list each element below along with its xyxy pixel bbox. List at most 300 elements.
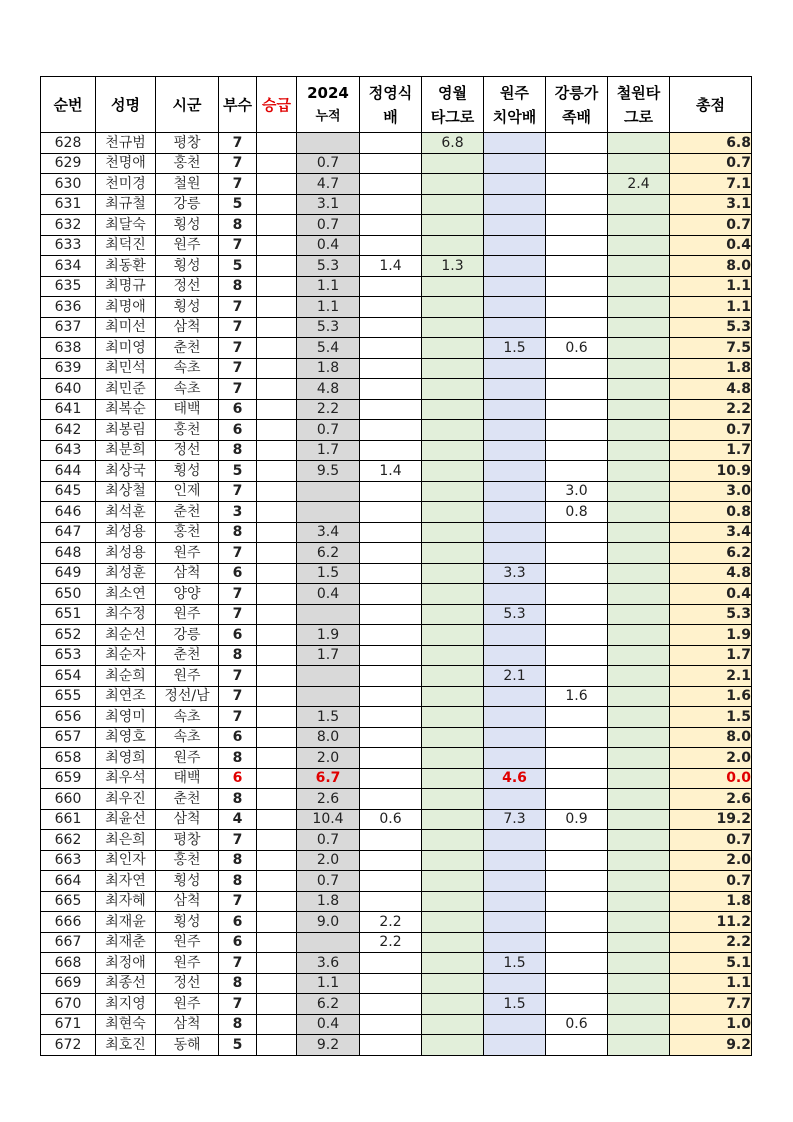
cell-no: 630 <box>41 174 96 195</box>
cell-gn <box>546 953 608 974</box>
header-label: 강릉가 <box>554 83 599 102</box>
cell-wj <box>484 543 546 564</box>
cell-jys <box>360 748 422 769</box>
cell-no: 667 <box>41 932 96 953</box>
cell-gn: 1.6 <box>546 686 608 707</box>
cell-no: 631 <box>41 194 96 215</box>
cell-cum2024: 3.4 <box>297 522 360 543</box>
cell-gn <box>546 256 608 277</box>
header-label: 정영식 <box>368 83 413 102</box>
cell-yw <box>422 932 484 953</box>
cell-promo <box>257 420 297 441</box>
cell-cw <box>608 584 670 605</box>
cell-no: 633 <box>41 235 96 256</box>
cell-total: 0.7 <box>670 153 752 174</box>
cell-total: 0.7 <box>670 871 752 892</box>
cell-gn <box>546 297 608 318</box>
cell-name: 최우진 <box>96 789 156 810</box>
cell-gn: 0.9 <box>546 809 608 830</box>
cell-yw <box>422 194 484 215</box>
cell-total: 3.1 <box>670 194 752 215</box>
cell-promo <box>257 174 297 195</box>
cell-jys <box>360 563 422 584</box>
cell-bu: 4 <box>219 809 257 830</box>
header-cum2024 <box>297 77 360 133</box>
cell-cum2024: 1.1 <box>297 297 360 318</box>
cell-total: 6.8 <box>670 133 752 154</box>
cell-bu: 5 <box>219 256 257 277</box>
cell-gn <box>546 830 608 851</box>
cell-total: 2.0 <box>670 748 752 769</box>
cell-yw <box>422 768 484 789</box>
cell-cum2024 <box>297 686 360 707</box>
header-wj <box>484 77 546 133</box>
cell-yw <box>422 420 484 441</box>
cell-cum2024: 0.4 <box>297 584 360 605</box>
cell-cum2024: 4.7 <box>297 174 360 195</box>
cell-cum2024: 2.0 <box>297 850 360 871</box>
cell-promo <box>257 994 297 1015</box>
cell-cum2024: 6.2 <box>297 543 360 564</box>
cell-wj <box>484 625 546 646</box>
cell-city: 철원 <box>156 174 219 195</box>
cell-bu: 7 <box>219 174 257 195</box>
cell-city: 원주 <box>156 748 219 769</box>
cell-gn <box>546 543 608 564</box>
cell-promo <box>257 522 297 543</box>
cell-no: 643 <box>41 440 96 461</box>
cell-no: 664 <box>41 871 96 892</box>
cell-name: 최상국 <box>96 461 156 482</box>
cell-name: 최복순 <box>96 399 156 420</box>
header-label: 승급 <box>262 95 291 114</box>
cell-bu: 7 <box>219 891 257 912</box>
cell-jys <box>360 379 422 400</box>
cell-yw <box>422 973 484 994</box>
cell-no: 642 <box>41 420 96 441</box>
cell-name: 최달숙 <box>96 215 156 236</box>
cell-bu: 7 <box>219 379 257 400</box>
cell-name: 최종선 <box>96 973 156 994</box>
cell-wj <box>484 133 546 154</box>
cell-cw <box>608 871 670 892</box>
cell-city: 인제 <box>156 481 219 502</box>
cell-cum2024: 0.7 <box>297 871 360 892</box>
cell-promo <box>257 133 297 154</box>
cell-promo <box>257 317 297 338</box>
cell-cum2024: 0.4 <box>297 1014 360 1035</box>
cell-no: 661 <box>41 809 96 830</box>
cell-jys <box>360 174 422 195</box>
cell-city: 정선 <box>156 973 219 994</box>
cell-city: 속초 <box>156 727 219 748</box>
cell-gn <box>546 215 608 236</box>
cell-total: 3.0 <box>670 481 752 502</box>
cell-total: 2.6 <box>670 789 752 810</box>
cell-name: 최분희 <box>96 440 156 461</box>
cell-total: 2.2 <box>670 399 752 420</box>
cell-total: 5.3 <box>670 604 752 625</box>
table-row <box>41 317 752 338</box>
table-row <box>41 256 752 277</box>
cell-name: 최은희 <box>96 830 156 851</box>
cell-gn <box>546 174 608 195</box>
cell-promo <box>257 666 297 687</box>
cell-bu: 7 <box>219 686 257 707</box>
cell-wj <box>484 1014 546 1035</box>
cell-wj <box>484 153 546 174</box>
table-row <box>41 440 752 461</box>
cell-bu: 8 <box>219 276 257 297</box>
cell-name: 최윤선 <box>96 809 156 830</box>
cell-total: 11.2 <box>670 912 752 933</box>
header-label: 철원타 <box>616 83 661 102</box>
cell-total: 5.3 <box>670 317 752 338</box>
cell-cum2024: 1.5 <box>297 563 360 584</box>
cell-gn <box>546 932 608 953</box>
cell-cw <box>608 994 670 1015</box>
cell-jys <box>360 604 422 625</box>
cell-promo <box>257 707 297 728</box>
cell-jys <box>360 502 422 523</box>
cell-bu: 6 <box>219 727 257 748</box>
cell-cum2024: 9.5 <box>297 461 360 482</box>
cell-cum2024: 0.7 <box>297 830 360 851</box>
cell-wj: 5.3 <box>484 604 546 625</box>
header-label: 시군 <box>172 95 202 114</box>
cell-bu: 8 <box>219 215 257 236</box>
cell-gn <box>546 850 608 871</box>
cell-name: 최동환 <box>96 256 156 277</box>
cell-total: 1.7 <box>670 440 752 461</box>
cell-no: 671 <box>41 1014 96 1035</box>
cell-total: 6.2 <box>670 543 752 564</box>
cell-yw <box>422 584 484 605</box>
cell-gn <box>546 276 608 297</box>
cell-wj <box>484 871 546 892</box>
cell-city: 평창 <box>156 133 219 154</box>
cell-city: 춘천 <box>156 645 219 666</box>
cell-cum2024 <box>297 133 360 154</box>
cell-cum2024: 2.2 <box>297 399 360 420</box>
header-total <box>670 77 752 133</box>
cell-gn <box>546 399 608 420</box>
cell-city: 삼척 <box>156 1014 219 1035</box>
table-row <box>41 399 752 420</box>
cell-bu: 6 <box>219 563 257 584</box>
cell-cw <box>608 133 670 154</box>
cell-total: 0.4 <box>670 584 752 605</box>
cell-cum2024: 0.7 <box>297 153 360 174</box>
cell-yw <box>422 379 484 400</box>
cell-bu: 7 <box>219 604 257 625</box>
cell-jys <box>360 994 422 1015</box>
cell-city: 정선 <box>156 440 219 461</box>
cell-name: 천명애 <box>96 153 156 174</box>
cell-city: 횡성 <box>156 215 219 236</box>
cell-city: 원주 <box>156 994 219 1015</box>
cell-yw <box>422 297 484 318</box>
cell-cw <box>608 850 670 871</box>
cell-cw <box>608 338 670 359</box>
cell-wj <box>484 502 546 523</box>
cell-cum2024: 0.7 <box>297 215 360 236</box>
cell-cum2024: 2.6 <box>297 789 360 810</box>
cell-total: 1.6 <box>670 686 752 707</box>
cell-no: 658 <box>41 748 96 769</box>
cell-wj <box>484 789 546 810</box>
cell-promo <box>257 871 297 892</box>
cell-gn <box>546 522 608 543</box>
cell-jys <box>360 707 422 728</box>
cell-no: 648 <box>41 543 96 564</box>
cell-name: 최자혜 <box>96 891 156 912</box>
cell-city: 춘천 <box>156 502 219 523</box>
cell-promo <box>257 584 297 605</box>
cell-bu: 7 <box>219 133 257 154</box>
cell-cum2024: 3.1 <box>297 194 360 215</box>
cell-bu: 8 <box>219 871 257 892</box>
cell-yw <box>422 789 484 810</box>
cell-name: 최재윤 <box>96 912 156 933</box>
cell-total: 9.2 <box>670 1035 752 1056</box>
cell-city: 태백 <box>156 768 219 789</box>
cell-bu: 7 <box>219 317 257 338</box>
cell-cw <box>608 932 670 953</box>
cell-jys <box>360 645 422 666</box>
cell-cw <box>608 748 670 769</box>
cell-city: 삼척 <box>156 891 219 912</box>
cell-cum2024: 0.7 <box>297 420 360 441</box>
cell-cw <box>608 502 670 523</box>
cell-gn <box>546 563 608 584</box>
cell-cum2024 <box>297 932 360 953</box>
table-row <box>41 625 752 646</box>
cell-cw <box>608 256 670 277</box>
cell-gn <box>546 789 608 810</box>
cell-wj <box>484 297 546 318</box>
cell-no: 634 <box>41 256 96 277</box>
cell-name: 최인자 <box>96 850 156 871</box>
cell-total: 4.8 <box>670 379 752 400</box>
header-label: 족배 <box>562 107 591 126</box>
cell-city: 원주 <box>156 666 219 687</box>
cell-cum2024: 3.6 <box>297 953 360 974</box>
cell-no: 628 <box>41 133 96 154</box>
cell-promo <box>257 891 297 912</box>
cell-name: 최민준 <box>96 379 156 400</box>
cell-gn: 0.6 <box>546 1014 608 1035</box>
cell-name: 최상철 <box>96 481 156 502</box>
cell-bu: 8 <box>219 973 257 994</box>
cell-city: 삼척 <box>156 809 219 830</box>
cell-wj <box>484 215 546 236</box>
cell-name: 천미경 <box>96 174 156 195</box>
cell-no: 637 <box>41 317 96 338</box>
cell-gn <box>546 666 608 687</box>
cell-city: 삼척 <box>156 563 219 584</box>
cell-bu: 7 <box>219 297 257 318</box>
cell-yw <box>422 891 484 912</box>
table-row <box>41 1014 752 1035</box>
cell-cum2024: 1.1 <box>297 276 360 297</box>
cell-name: 최성훈 <box>96 563 156 584</box>
cell-bu: 7 <box>219 153 257 174</box>
cell-city: 횡성 <box>156 912 219 933</box>
cell-no: 668 <box>41 953 96 974</box>
cell-wj <box>484 645 546 666</box>
cell-promo <box>257 194 297 215</box>
cell-city: 횡성 <box>156 461 219 482</box>
cell-total: 0.4 <box>670 235 752 256</box>
cell-city: 홍천 <box>156 153 219 174</box>
cell-wj <box>484 317 546 338</box>
header-label: 타그로 <box>430 107 475 126</box>
cell-no: 638 <box>41 338 96 359</box>
cell-gn <box>546 153 608 174</box>
cell-name: 최연조 <box>96 686 156 707</box>
cell-yw <box>422 604 484 625</box>
cell-name: 최미선 <box>96 317 156 338</box>
cell-yw <box>422 358 484 379</box>
cell-name: 최성용 <box>96 543 156 564</box>
cell-total: 1.9 <box>670 625 752 646</box>
cell-yw <box>422 809 484 830</box>
cell-no: 647 <box>41 522 96 543</box>
header-label: 성명 <box>111 95 140 114</box>
cell-cw <box>608 440 670 461</box>
cell-jys <box>360 973 422 994</box>
table-row <box>41 502 752 523</box>
cell-cw <box>608 830 670 851</box>
table-row <box>41 666 752 687</box>
cell-bu: 5 <box>219 194 257 215</box>
cell-total: 1.0 <box>670 1014 752 1035</box>
cell-bu: 7 <box>219 994 257 1015</box>
cell-total: 1.1 <box>670 973 752 994</box>
cell-gn <box>546 645 608 666</box>
cell-no: 635 <box>41 276 96 297</box>
cell-city: 속초 <box>156 379 219 400</box>
cell-city: 춘천 <box>156 338 219 359</box>
cell-city: 강릉 <box>156 194 219 215</box>
cell-bu: 7 <box>219 358 257 379</box>
cell-bu: 3 <box>219 502 257 523</box>
cell-cw <box>608 481 670 502</box>
cell-total: 19.2 <box>670 809 752 830</box>
cell-bu: 8 <box>219 440 257 461</box>
cell-cw <box>608 666 670 687</box>
cell-cw <box>608 461 670 482</box>
cell-name: 최덕진 <box>96 235 156 256</box>
table-row <box>41 338 752 359</box>
cell-city: 평창 <box>156 830 219 851</box>
header-label: 누적 <box>315 108 341 124</box>
cell-yw <box>422 748 484 769</box>
cell-no: 649 <box>41 563 96 584</box>
table-row <box>41 850 752 871</box>
cell-wj: 2.1 <box>484 666 546 687</box>
cell-city: 강릉 <box>156 625 219 646</box>
cell-cw <box>608 317 670 338</box>
cell-cw <box>608 276 670 297</box>
table-row <box>41 830 752 851</box>
cell-gn <box>546 604 608 625</box>
cell-promo <box>257 789 297 810</box>
cell-promo <box>257 399 297 420</box>
cell-bu: 8 <box>219 748 257 769</box>
cell-cw <box>608 953 670 974</box>
cell-gn <box>546 625 608 646</box>
cell-name: 최봉림 <box>96 420 156 441</box>
cell-bu: 7 <box>219 666 257 687</box>
cell-city: 정선 <box>156 276 219 297</box>
cell-cum2024 <box>297 481 360 502</box>
cell-no: 652 <box>41 625 96 646</box>
cell-city: 홍천 <box>156 420 219 441</box>
cell-city: 태백 <box>156 399 219 420</box>
cell-wj <box>484 686 546 707</box>
table-row <box>41 563 752 584</box>
cell-cw <box>608 686 670 707</box>
cell-gn <box>546 973 608 994</box>
cell-promo <box>257 235 297 256</box>
table-row <box>41 686 752 707</box>
cell-yw <box>422 912 484 933</box>
cell-jys <box>360 871 422 892</box>
cell-cw <box>608 563 670 584</box>
cell-jys <box>360 399 422 420</box>
cell-total: 1.1 <box>670 297 752 318</box>
cell-name: 최호진 <box>96 1035 156 1056</box>
cell-city: 횡성 <box>156 256 219 277</box>
header-jys <box>360 77 422 133</box>
cell-name: 최순희 <box>96 666 156 687</box>
cell-jys <box>360 768 422 789</box>
cell-gn <box>546 707 608 728</box>
cell-no: 662 <box>41 830 96 851</box>
cell-no: 663 <box>41 850 96 871</box>
cell-yw <box>422 953 484 974</box>
cell-cw <box>608 707 670 728</box>
cell-cw <box>608 625 670 646</box>
cell-wj <box>484 276 546 297</box>
header-bu <box>219 77 257 133</box>
cell-cum2024: 1.7 <box>297 440 360 461</box>
cell-bu: 6 <box>219 399 257 420</box>
cell-no: 644 <box>41 461 96 482</box>
cell-cum2024: 1.8 <box>297 891 360 912</box>
cell-cw <box>608 604 670 625</box>
cell-city: 동해 <box>156 1035 219 1056</box>
table-row <box>41 358 752 379</box>
cell-jys: 1.4 <box>360 461 422 482</box>
cell-promo <box>257 645 297 666</box>
cell-wj <box>484 830 546 851</box>
cell-wj: 1.5 <box>484 994 546 1015</box>
cell-cw <box>608 297 670 318</box>
cell-name: 최성용 <box>96 522 156 543</box>
cell-no: 660 <box>41 789 96 810</box>
cell-cw <box>608 891 670 912</box>
cell-cum2024: 2.0 <box>297 748 360 769</box>
cell-gn <box>546 891 608 912</box>
cell-cw <box>608 379 670 400</box>
table-row <box>41 153 752 174</box>
cell-jys: 1.4 <box>360 256 422 277</box>
cell-cw <box>608 215 670 236</box>
header-gn <box>546 77 608 133</box>
